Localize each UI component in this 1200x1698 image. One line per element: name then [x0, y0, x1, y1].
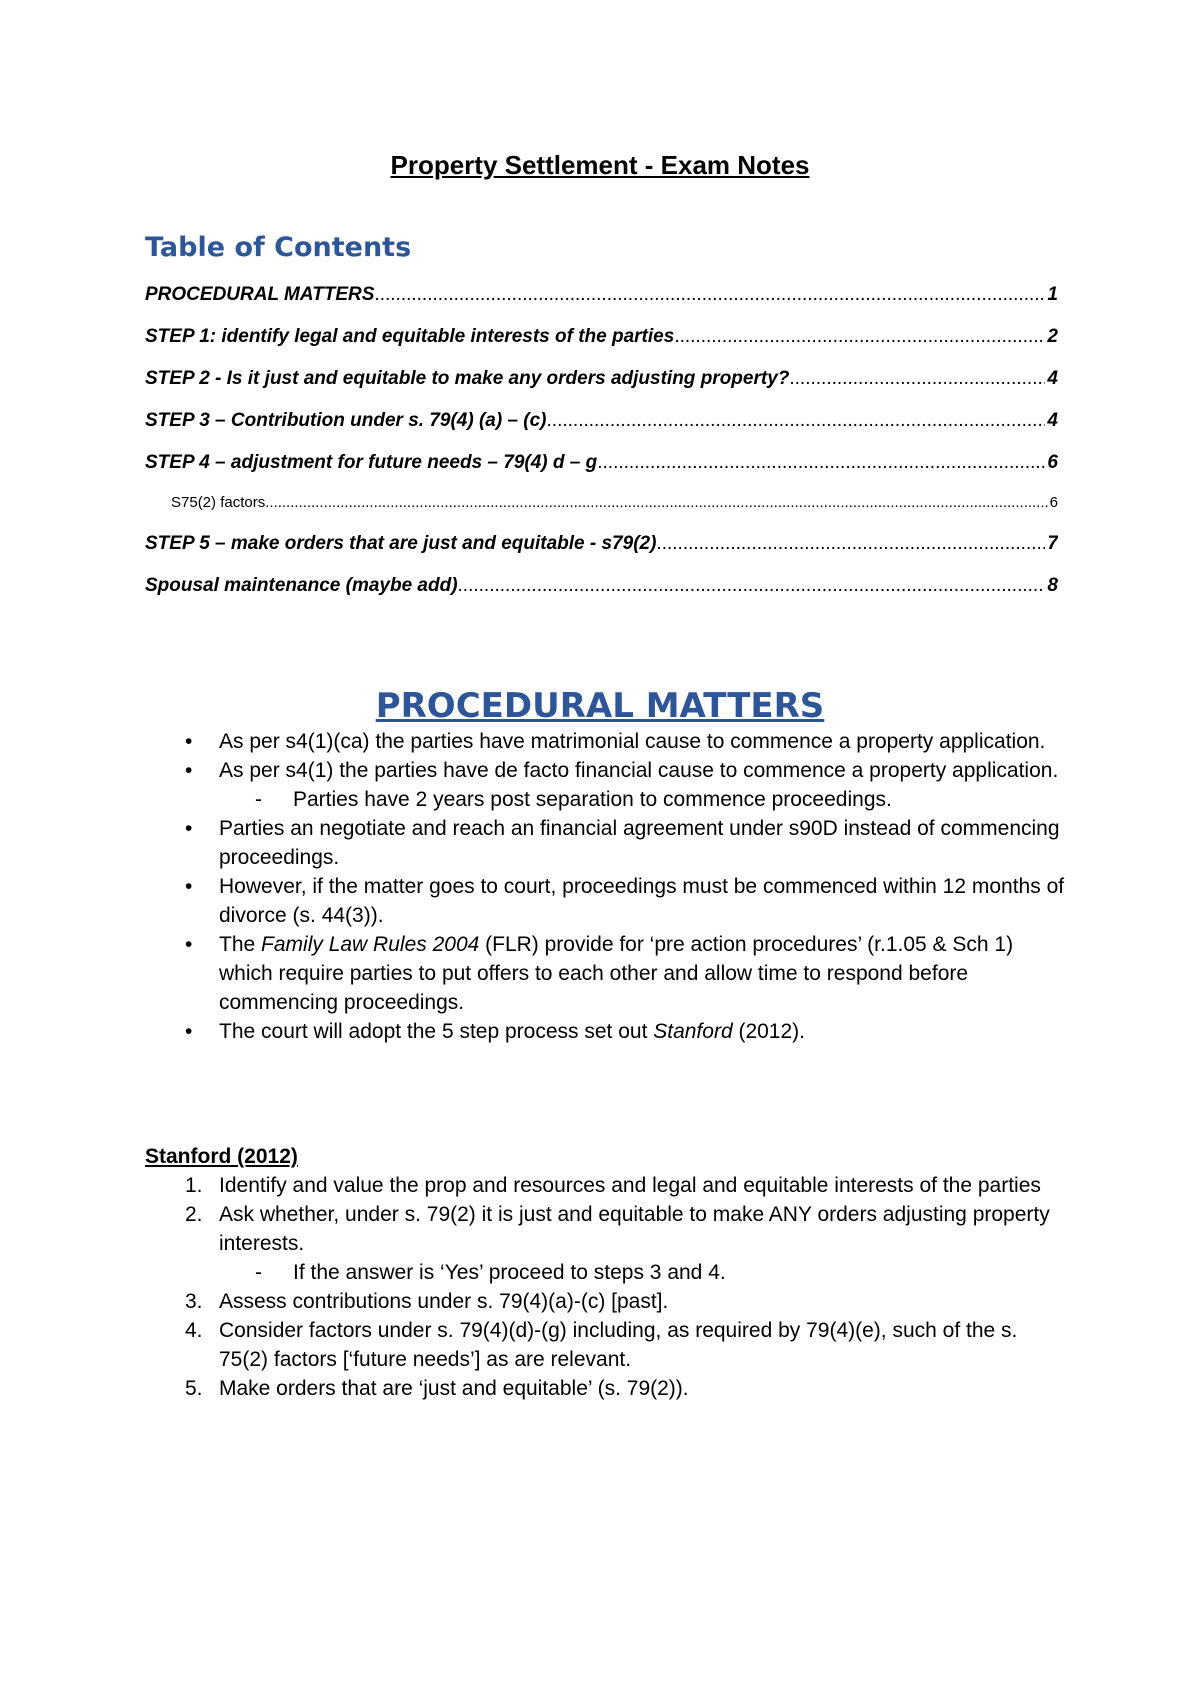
document-title: Property Settlement - Exam Notes [390, 150, 810, 180]
sub-list-item [145, 1258, 1065, 1287]
italic-citation: Family Law Rules 2004 [261, 933, 480, 956]
step-number: 2. [185, 1203, 203, 1226]
toc-entry-text: STEP 3 – Contribution under s. 79(4) (a) – (c) [145, 410, 547, 431]
list-item [145, 727, 1065, 756]
toc-entry-procedural-matters[interactable] [145, 284, 1058, 326]
list-item [145, 814, 1065, 872]
toc-leader [789, 368, 1045, 390]
list-item [145, 1171, 1065, 1200]
toc-entry-text: STEP 2 - Is it just and equitable to make any orders adjusting property? [145, 368, 790, 389]
list-item-text: Make orders that are ‘just and equitable’ (s. 79(2)). [219, 1377, 689, 1400]
list-item-text: Ask whether, under s. 79(2) it is just and equitable to make ANY orders adjusting property interests. [219, 1203, 1050, 1255]
toc-page-number: 6 [1047, 452, 1058, 473]
toc-leader [374, 284, 1045, 306]
text-run: (FLR) provide for ‘pre action procedures’ (r.1.05 & Sch 1) which require parties to put offers to each other and allow time to respond before commencing proceedings. [219, 933, 1014, 1014]
list-item-text [219, 1020, 805, 1043]
list-item-text: If the answer is ‘Yes’ proceed to steps 3 and 4. [293, 1261, 726, 1284]
list-item [145, 1287, 1065, 1316]
bullet-marker: • [185, 759, 193, 782]
list-item [145, 1316, 1065, 1374]
step-number: 5. [185, 1377, 203, 1400]
bullet-marker: • [185, 730, 193, 753]
toc-entry-spousal-maintenance[interactable] [145, 575, 1058, 617]
step-number: 1. [185, 1174, 203, 1197]
toc-entry-text: PROCEDURAL MATTERS [145, 284, 375, 305]
toc-leader [547, 410, 1046, 432]
toc-leader [656, 533, 1045, 555]
toc-heading: Table of Contents [145, 232, 412, 263]
table-of-contents [145, 284, 1058, 617]
toc-entry-text: STEP 1: identify legal and equitable interests of the parties [145, 326, 675, 347]
text-run: The court will adopt the 5 step process set out [219, 1020, 654, 1043]
toc-page-number: 4 [1047, 368, 1058, 389]
toc-entry-step-1[interactable] [145, 326, 1058, 368]
list-item-text: Parties have 2 years post separation to commence proceedings. [293, 788, 892, 811]
list-item [145, 1200, 1065, 1258]
list-item-text [219, 933, 1013, 1014]
list-item [145, 1374, 1065, 1403]
list-item-text: As per s4(1) the parties have de facto financial cause to commence a property application. [219, 759, 1059, 782]
stanford-steps-list [145, 1171, 1065, 1403]
toc-page-number: 8 [1047, 575, 1058, 596]
toc-leader [458, 575, 1046, 597]
toc-page-number: 6 [1049, 494, 1058, 511]
toc-entry-step-2[interactable] [145, 368, 1058, 410]
bullet-marker: • [185, 817, 193, 840]
step-number: 4. [185, 1319, 203, 1342]
sub-list-item [145, 785, 1065, 814]
list-item [145, 930, 1065, 1017]
toc-entry-text: S75(2) factors [171, 494, 266, 511]
toc-entry-s75-factors[interactable] [145, 494, 1058, 533]
bullet-marker: • [185, 875, 193, 898]
list-item-text: However, if the matter goes to court, proceedings must be commenced within 12 months of divorce (s. 44(3)). [219, 875, 1065, 927]
toc-page-number: 1 [1047, 284, 1058, 305]
toc-entry-step-4[interactable] [145, 452, 1058, 494]
toc-leader [674, 326, 1045, 348]
toc-page-number: 4 [1047, 410, 1058, 431]
text-run: (2012). [732, 1020, 805, 1043]
toc-entry-text: Spousal maintenance (maybe add) [145, 575, 458, 596]
stanford-heading: Stanford (2012) [145, 1145, 298, 1168]
italic-citation: Stanford [653, 1020, 733, 1043]
list-item [145, 872, 1065, 930]
bullet-marker: • [185, 933, 193, 956]
list-item [145, 756, 1065, 785]
procedural-bullet-list [145, 727, 1065, 1046]
section-heading-procedural-matters: PROCEDURAL MATTERS [375, 686, 825, 726]
bullet-marker: • [185, 1020, 193, 1043]
list-item-text: Assess contributions under s. 79(4)(a)-(c) [past]. [219, 1290, 669, 1313]
toc-entry-step-3[interactable] [145, 410, 1058, 452]
list-item-text: Parties an negotiate and reach an financial agreement under s90D instead of commencing proceedings. [219, 817, 1060, 869]
toc-entry-text: STEP 5 – make orders that are just and equitable - s79(2) [145, 533, 657, 554]
list-item [145, 1017, 1065, 1046]
toc-page-number: 7 [1047, 533, 1058, 554]
dash-marker: - [255, 1261, 262, 1284]
dash-marker: - [255, 788, 262, 811]
list-item-text: As per s4(1)(ca) the parties have matrimonial cause to commence a property application. [219, 730, 1046, 753]
list-item-text: Consider factors under s. 79(4)(d)-(g) including, as required by 79(4)(e), such of the s. 75(2) factors [‘future needs’] as are relevant. [219, 1319, 1018, 1371]
toc-leader [597, 452, 1045, 474]
toc-entry-step-5[interactable] [145, 533, 1058, 575]
step-number: 3. [185, 1290, 203, 1313]
toc-page-number: 2 [1047, 326, 1058, 347]
toc-entry-text: STEP 4 – adjustment for future needs – 79(4) d – g [145, 452, 598, 473]
text-run: The [219, 933, 262, 956]
list-item-text: Identify and value the prop and resources and legal and equitable interests of the parties [219, 1174, 1041, 1197]
toc-leader [265, 494, 1047, 511]
